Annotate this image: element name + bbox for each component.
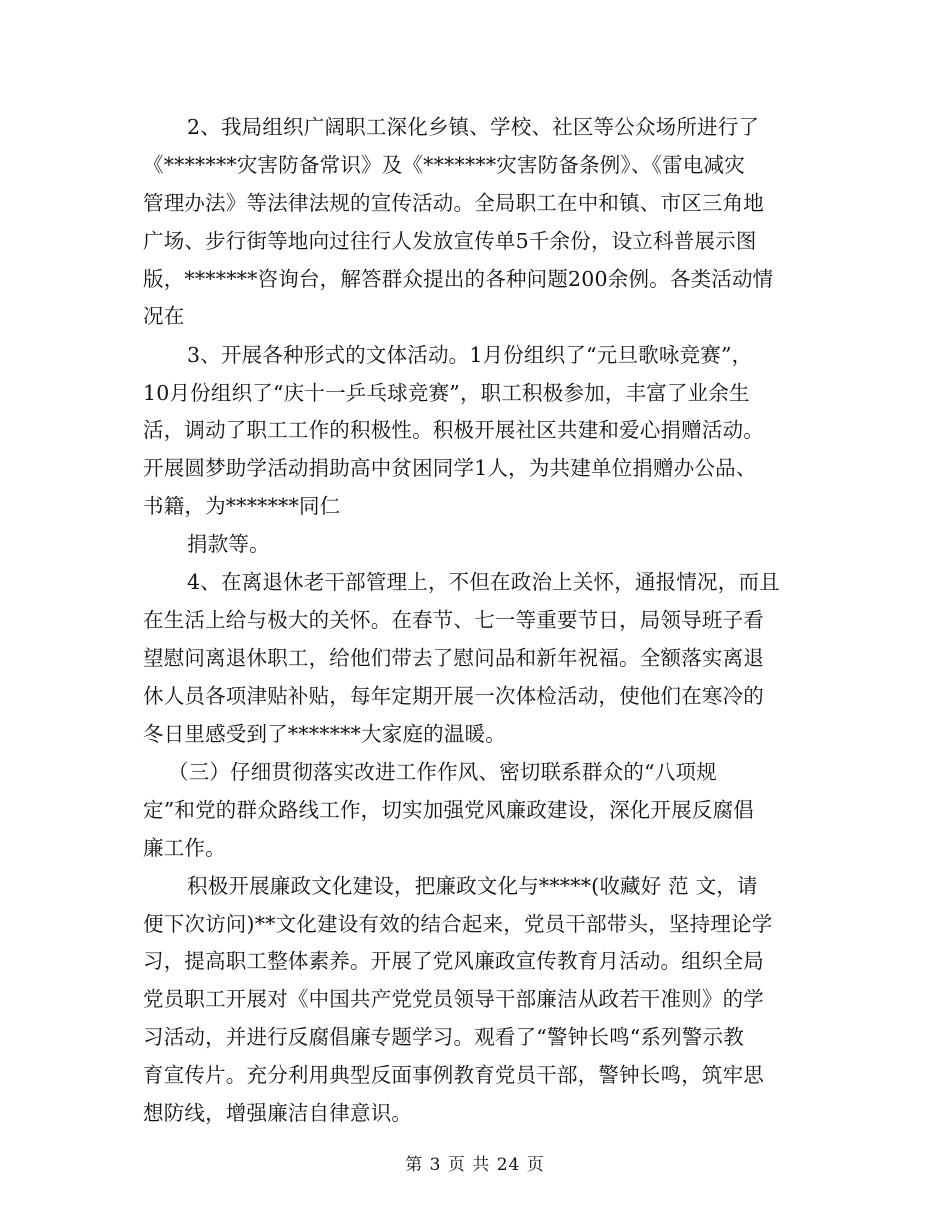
paragraph-line: 积极开展廉政文化建设，把廉政文化与*****(收藏好 范 文，请 — [187, 874, 758, 898]
paragraph-line: 书籍，为*******同仁 — [143, 494, 341, 518]
paragraph-line: 习活动，并进行反腐倡廉专题学习。观看了“警钟长鸣“系列警示教 — [143, 1025, 744, 1049]
paragraph-line: 捐款等。 — [187, 532, 270, 556]
paragraph-line: 况在 — [143, 304, 185, 328]
paragraph-line: 3、开展各种形式的文体活动。1月份组织了“元旦歌咏竞赛”， — [187, 343, 753, 367]
paragraph-line: 活，调动了职工工作的积极性。积极开展社区共建和爱心捐赠活动。 — [143, 418, 764, 442]
paragraph-line: 开展圆梦助学活动捐助高中贫困同学1人，为共建单位捐赠办公品、 — [143, 456, 757, 480]
section-heading-line: 定”和党的群众路线工作，切实加强党风廉政建设，深化开展反腐倡 — [143, 798, 754, 822]
paragraph-line: 冬日里感受到了*******大家庭的温暖。 — [143, 722, 506, 746]
section-heading-line: 廉工作。 — [143, 836, 226, 860]
paragraph-line: 想防线，增强廉洁自律意识。 — [143, 1101, 413, 1125]
paragraph-line: 10月份组织了“庆十一乒乓球竞赛”，职工积极参加，丰富了业余生 — [143, 381, 750, 405]
paragraph-line: 4、在离退休老干部管理上，不但在政治上关怀，通报情况，而且 — [187, 570, 780, 594]
paragraph-line: 版，*******咨询台，解答群众提出的各种问题200余例。各类活动情 — [143, 267, 774, 291]
paragraph-line: 《*******灾害防备常识》及《*******灾害防备条例》、《雷电减灾 — [143, 153, 745, 177]
paragraph-line: 党员职工开展对《中国共产党党员领导干部廉洁从政若干准则》的学 — [143, 987, 764, 1011]
paragraph-line: 管理办法》等法律法规的宣传活动。全局职工在中和镇、市区三角地 — [143, 191, 764, 215]
paragraph-line: 休人员各项津贴补贴，每年定期开展一次体检活动，使他们在寒冷的 — [143, 684, 764, 708]
paragraph-line: 习，提高职工整体素养。开展了党风廉政宣传教育月活动。组织全局 — [143, 949, 764, 973]
paragraph-line: 育宣传片。充分利用典型反面事例教育党员干部，警钟长鸣，筑牢思 — [143, 1063, 764, 1087]
paragraph-line: 2、我局组织广阔职工深化乡镇、学校、社区等公众场所进行了 — [187, 115, 760, 139]
page-number-footer: 第 3 页 共 24 页 — [405, 1155, 545, 1175]
paragraph-line: 在生活上给与极大的关怀。在春节、七一等重要节日，局领导班子看 — [143, 608, 764, 632]
paragraph-line: 望慰问离退休职工，给他们带去了慰问品和新年祝福。全额落实离退 — [143, 646, 764, 670]
paragraph-line: 便下次访问)**文化建设有效的结合起来，党员干部带头，坚持理论学 — [143, 912, 773, 936]
paragraph-line: 广场、步行街等地向过往行人发放宣传单5千余份，设立科普展示图 — [143, 229, 757, 253]
section-heading-line: （三）仔细贯彻落实改进工作作风、密切联系群众的“八项规 — [168, 760, 717, 784]
